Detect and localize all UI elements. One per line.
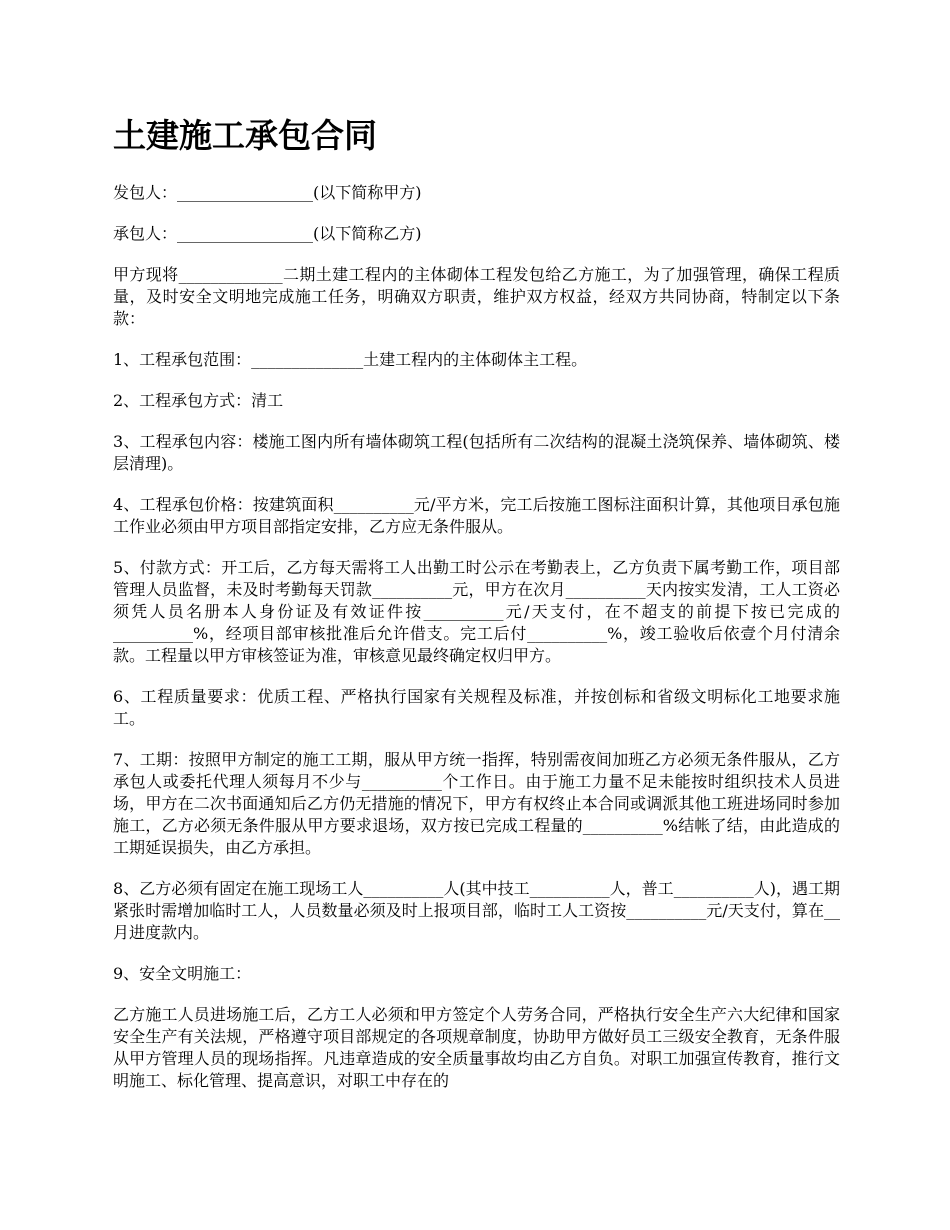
- employer-line: 发包人：_________________(以下简称甲方): [113, 183, 422, 202]
- clause-8-workers: 8、乙方必须有固定在施工现场工人__________人(其中技工__________人，普工__________人)，遇工期紧张时需增加临时工人，人员数量必须及时上报项目部，临时工人工资按__________元/天支付，算在__月进度款内。: [113, 879, 840, 942]
- clause-4-price: 4、工程承包价格：按建筑面积__________元/平方米，完工后按施工图标注面积计算，其他项目承包施工作业必须由甲方项目部指定安排，乙方应无条件服从。: [113, 495, 840, 536]
- clause-3-content: 3、工程承包内容：楼施工图内所有墙体砌筑工程(包括所有二次结构的混凝土浇筑保养、墙体砌筑、楼层清理)。: [113, 432, 840, 473]
- clause-6-quality: 6、工程质量要求：优质工程、严格执行国家有关规程及标准，并按创标和省级文明标化工地要求施工。: [113, 687, 840, 728]
- clause-1-scope: 1、工程承包范围：______________土建工程内的主体砌体主工程。: [113, 350, 588, 369]
- clause-7-schedule: 7、工期：按照甲方制定的施工工期，服从甲方统一指挥，特别需夜间加班乙方必须无条件服从，乙方承包人或委托代理人须每月不少与__________个工作日。由于施工力量不足未能按时组织技术人员进场，甲方在二次书面通知后乙方仍无措施的情况下，甲方有权终止本合同或调派其他工班进场同时参加施工，乙方必须无条件服从甲方要求退场，双方按已完成工程量的__________%结帐了结，由此造成的工期延误损失，由乙方承担。: [113, 750, 840, 857]
- contractor-line: 承包人：_________________(以下简称乙方): [113, 224, 422, 243]
- clause-9-body: 乙方施工人员进场施工后，乙方工人必须和甲方签定个人劳务合同，严格执行安全生产六大纪律和国家安全生产有关法规，严格遵守项目部规定的各项规章制度，协助甲方做好员工三级安全教育，无条件服从甲方管理人员的现场指挥。凡违章造成的安全质量事故均由乙方自负。对职工加强宣传教育，推行文明施工、标化管理、提高意识，对职工中存在的: [113, 1005, 840, 1090]
- clause-2-method: 2、工程承包方式：清工: [113, 391, 284, 410]
- clause-9-heading: 9、安全文明施工：: [113, 964, 252, 983]
- document-page: [113, 112, 840, 1111]
- preamble-paragraph: 甲方现将_____________二期土建工程内的主体砌体工程发包给乙方施工，为了加强管理，确保工程质量，及时安全文明地完成施工任务，明确双方职责，维护双方权益，经双方共同协商，特制定以下条款：: [113, 265, 840, 328]
- document-title: 土建施工承包合同: [113, 116, 377, 155]
- clause-5-payment: 5、付款方式：开工后，乙方每天需将工人出勤工时公示在考勤表上，乙方负责下属考勤工作，项目部管理人员监督，未及时考勤每天罚款__________元，甲方在次月__________天内按实发清，工人工资必须凭人员名册本人身份证及有效证件按__________元/天支付，在不超支的前提下按已完成的__________%，经项目部审核批准后允许借支。完工后付__________%，竣工验收后依壹个月付清余款。工程量以甲方审核签证为准，审核意见最终确定权归甲方。: [113, 558, 840, 665]
